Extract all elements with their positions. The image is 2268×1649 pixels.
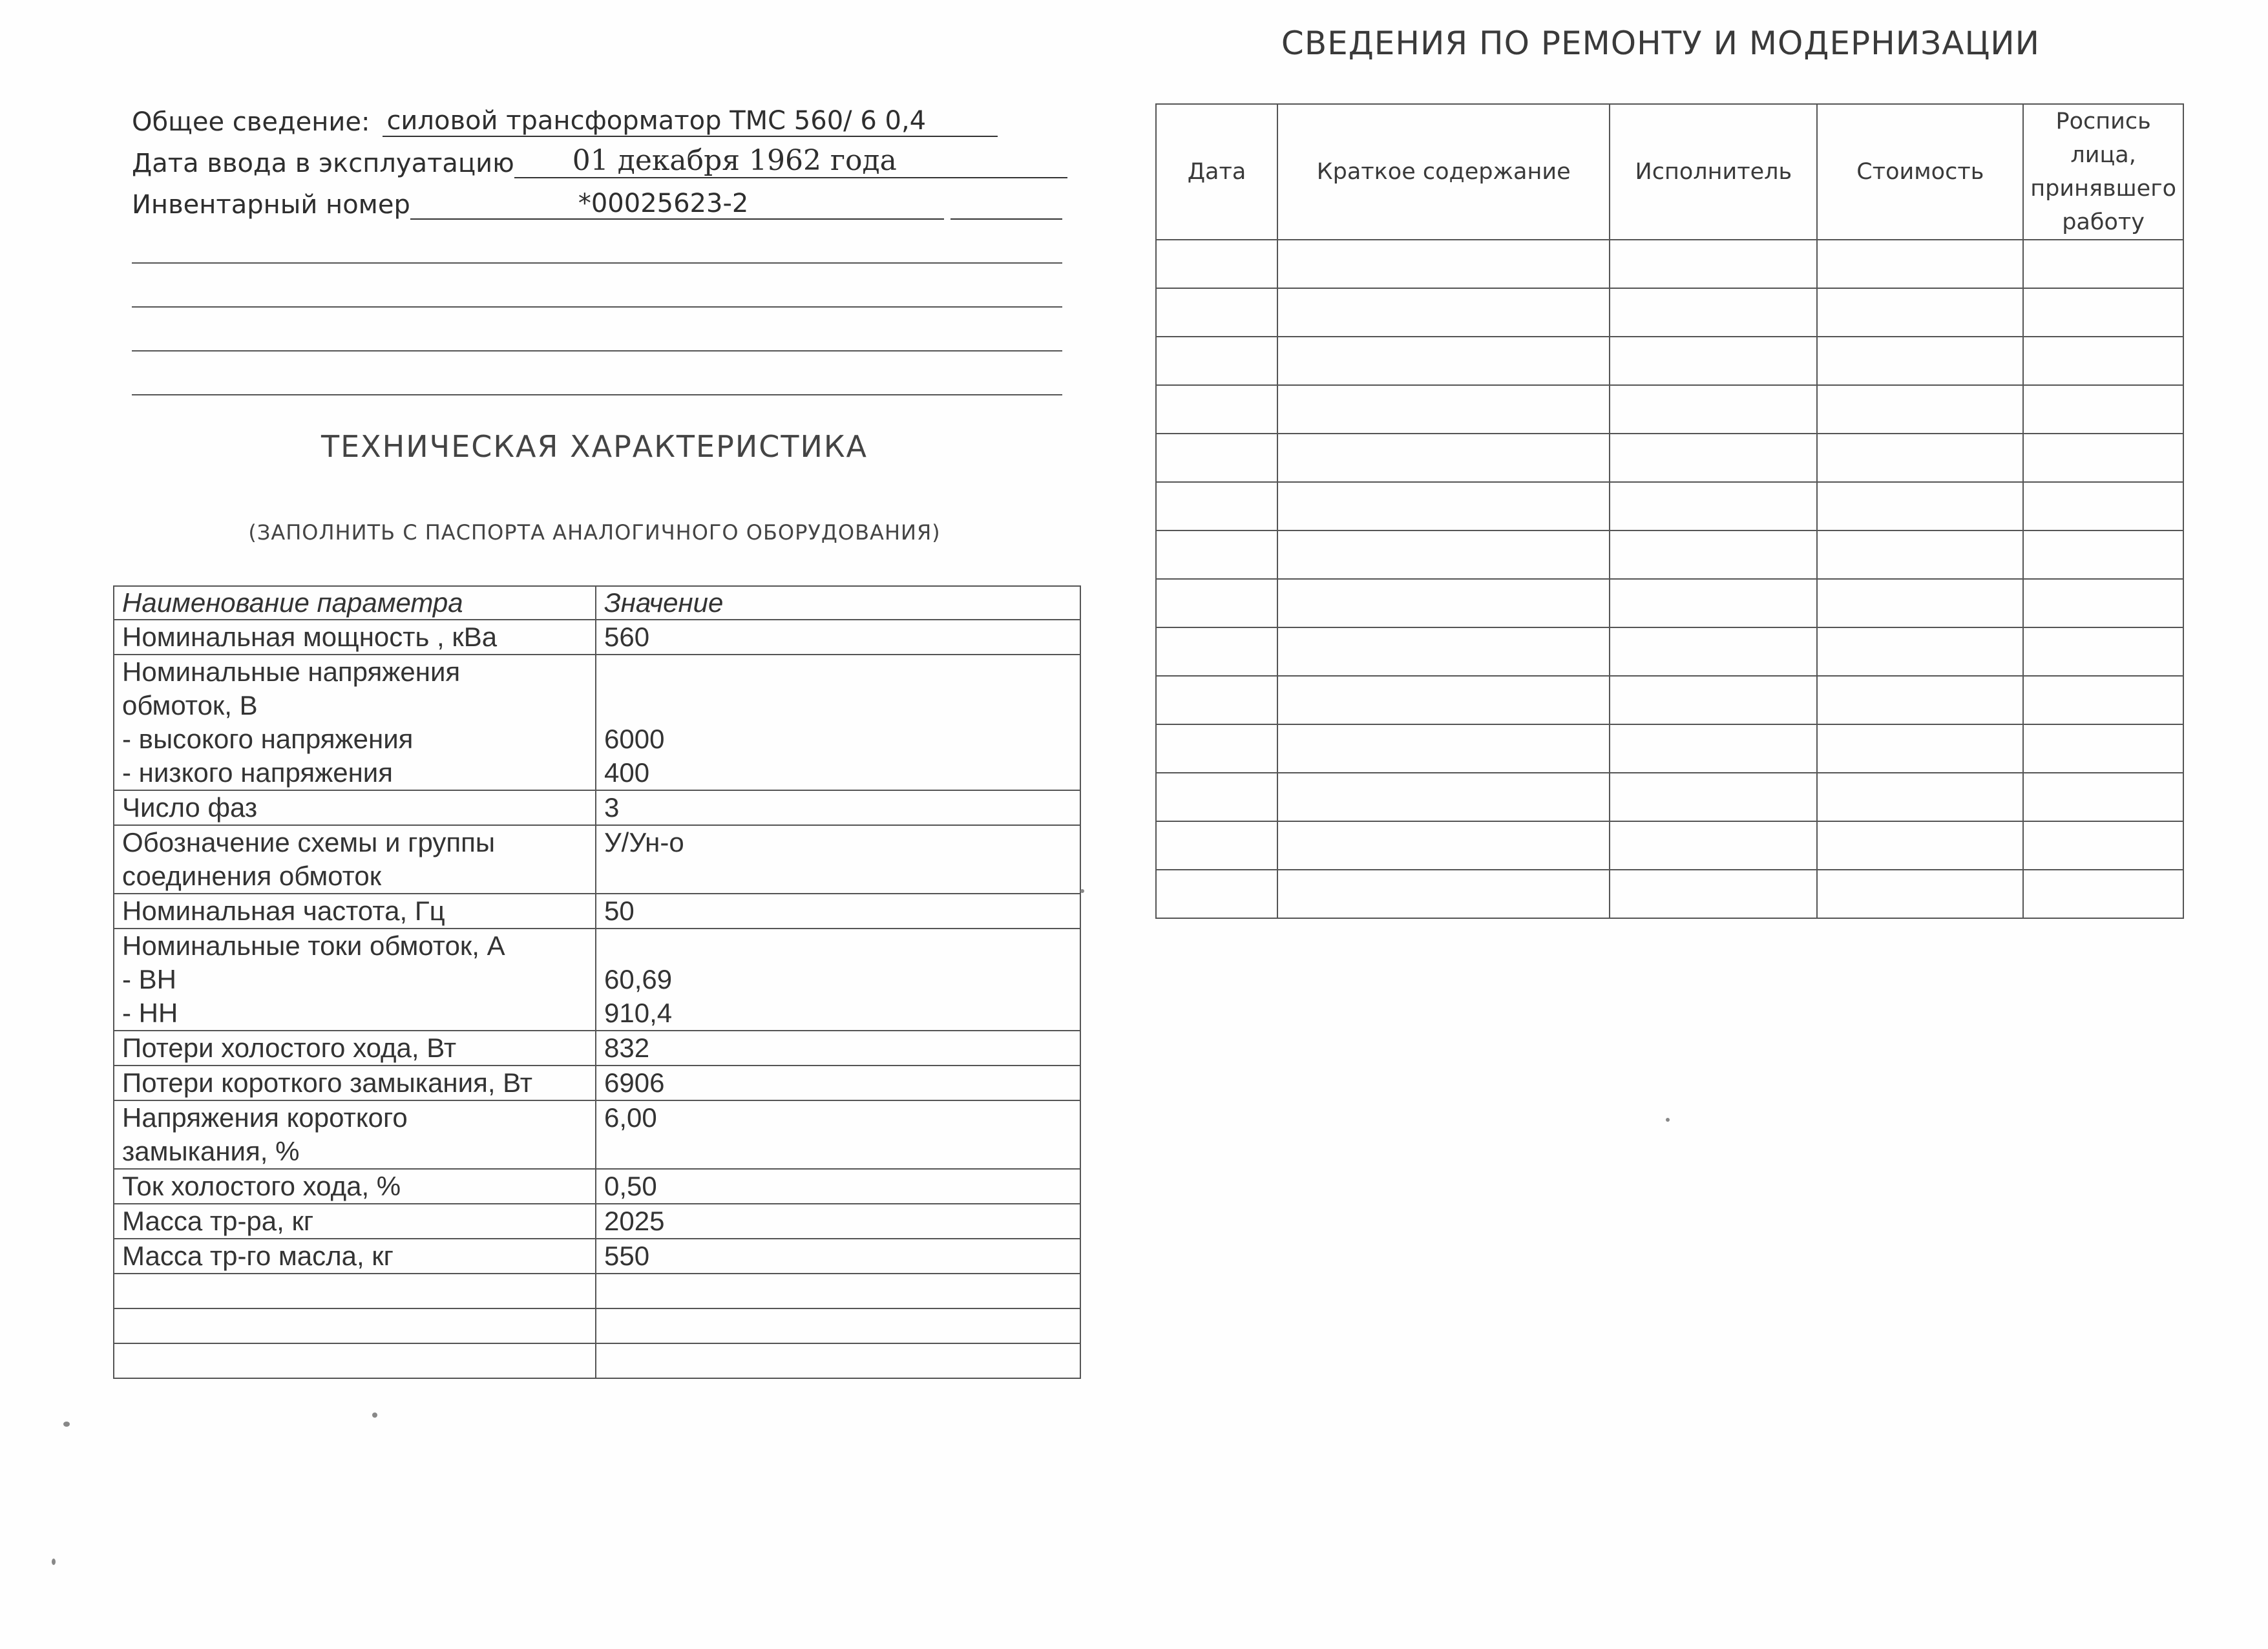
param-name-line: - НН bbox=[122, 998, 178, 1028]
param-name-line: - ВН bbox=[122, 964, 176, 994]
param-name-line: Масса тр-ра, кг bbox=[122, 1206, 314, 1236]
empty-cell[interactable] bbox=[114, 1308, 596, 1343]
table-row bbox=[114, 894, 1080, 929]
param-name bbox=[114, 790, 596, 825]
param-value-line bbox=[604, 929, 1072, 963]
repair-cell[interactable] bbox=[1277, 773, 1610, 821]
repair-cell[interactable] bbox=[1156, 627, 1277, 676]
repair-cell[interactable] bbox=[1817, 530, 2023, 579]
empty-row bbox=[114, 1274, 1080, 1308]
table-row bbox=[114, 1169, 1080, 1204]
table-row bbox=[114, 620, 1080, 655]
repair-cell[interactable] bbox=[1817, 627, 2023, 676]
table-row bbox=[114, 1204, 1080, 1239]
repair-cell[interactable] bbox=[1610, 482, 1817, 530]
table-row bbox=[114, 790, 1080, 825]
blank-line[interactable] bbox=[132, 264, 1062, 308]
repair-cell[interactable] bbox=[1817, 288, 2023, 337]
repair-cell[interactable] bbox=[2023, 870, 2183, 918]
param-value-line: 832 bbox=[604, 1033, 650, 1063]
blank-line[interactable] bbox=[132, 308, 1062, 352]
param-value[interactable] bbox=[596, 1066, 1080, 1100]
param-name bbox=[114, 1204, 596, 1239]
repair-title: СВЕДЕНИЯ ПО РЕМОНТУ И МОДЕРНИЗАЦИИ bbox=[1281, 25, 2041, 62]
param-name-line: замыкания, % bbox=[122, 1136, 300, 1166]
empty-cell[interactable] bbox=[596, 1308, 1080, 1343]
param-name bbox=[114, 620, 596, 655]
repair-cell[interactable] bbox=[1817, 870, 2023, 918]
general-value[interactable]: силовой трансформатор ТМС 560/ 6 0,4 bbox=[383, 106, 998, 137]
repair-cell[interactable] bbox=[2023, 482, 2183, 530]
repair-row bbox=[1156, 773, 2183, 821]
param-name-line: Номинальные напряжения bbox=[122, 656, 461, 687]
param-value[interactable] bbox=[596, 894, 1080, 929]
param-name bbox=[114, 1169, 596, 1204]
param-value[interactable] bbox=[596, 1031, 1080, 1066]
param-value-line: 2025 bbox=[604, 1206, 665, 1236]
repair-row bbox=[1156, 240, 2183, 288]
param-name bbox=[114, 929, 596, 1031]
param-name-line: Потери холостого хода, Вт bbox=[122, 1033, 457, 1063]
repair-cell[interactable] bbox=[1277, 579, 1610, 627]
repair-cell[interactable] bbox=[1156, 337, 1277, 385]
blank-line[interactable] bbox=[132, 220, 1062, 264]
repair-cell[interactable] bbox=[2023, 627, 2183, 676]
repair-cell[interactable] bbox=[1610, 288, 1817, 337]
repair-cell[interactable] bbox=[1156, 870, 1277, 918]
param-name bbox=[114, 1031, 596, 1066]
table-row bbox=[114, 1066, 1080, 1100]
param-name bbox=[114, 825, 596, 894]
param-value[interactable] bbox=[596, 655, 1080, 790]
repair-cell[interactable] bbox=[1277, 240, 1610, 288]
table-row bbox=[114, 929, 1080, 1031]
param-name-line: Номинальные токи обмоток, А bbox=[122, 930, 505, 961]
param-value-line: 6,00 bbox=[604, 1102, 657, 1133]
param-value[interactable] bbox=[596, 1100, 1080, 1169]
col-cost: Стоимость bbox=[1817, 104, 2023, 240]
date-label: Дата ввода в эксплуатацию bbox=[132, 149, 514, 178]
header-name: Наименование параметра bbox=[114, 586, 596, 620]
param-name-line: Напряжения короткого bbox=[122, 1102, 408, 1133]
repair-row bbox=[1156, 676, 2183, 724]
repair-cell[interactable] bbox=[1817, 385, 2023, 434]
param-name-line: соединения обмоток bbox=[122, 861, 382, 891]
blank-line[interactable] bbox=[132, 352, 1062, 395]
table-row bbox=[114, 655, 1080, 790]
repair-cell[interactable] bbox=[1277, 821, 1610, 870]
param-value-line bbox=[604, 859, 1072, 893]
table-row bbox=[114, 1031, 1080, 1066]
repair-row bbox=[1156, 579, 2183, 627]
table-row bbox=[114, 1239, 1080, 1274]
repair-row bbox=[1156, 434, 2183, 482]
repair-row bbox=[1156, 385, 2183, 434]
tech-title: ТЕХНИЧЕСКАЯ ХАРАКТЕРИСТИКА bbox=[320, 429, 868, 464]
repair-cell[interactable] bbox=[1817, 773, 2023, 821]
repair-row bbox=[1156, 870, 2183, 918]
repair-cell[interactable] bbox=[1610, 240, 1817, 288]
tech-subtitle: (ЗАПОЛНИТЬ С ПАСПОРТА АНАЛОГИЧНОГО ОБОРУДОВАНИЯ) bbox=[248, 520, 941, 545]
repair-cell[interactable] bbox=[1817, 821, 2023, 870]
repair-row bbox=[1156, 627, 2183, 676]
repair-cell[interactable] bbox=[1277, 870, 1610, 918]
repair-cell[interactable] bbox=[1610, 385, 1817, 434]
general-info bbox=[132, 96, 1062, 395]
param-value-line: 400 bbox=[604, 757, 650, 788]
repair-cell[interactable] bbox=[1817, 579, 2023, 627]
repair-row bbox=[1156, 337, 2183, 385]
repair-cell[interactable] bbox=[1610, 821, 1817, 870]
col-executor: Исполнитель bbox=[1610, 104, 1817, 240]
param-value-line: 910,4 bbox=[604, 998, 673, 1028]
header-value: Значение bbox=[596, 586, 1080, 620]
repair-cell[interactable] bbox=[1156, 482, 1277, 530]
param-value[interactable] bbox=[596, 1204, 1080, 1239]
param-name-line: - высокого напряжения bbox=[122, 724, 414, 754]
repair-row bbox=[1156, 530, 2183, 579]
general-line bbox=[132, 96, 1062, 137]
repair-cell[interactable] bbox=[2023, 240, 2183, 288]
parameters-table bbox=[113, 585, 1081, 1379]
repair-cell[interactable] bbox=[1156, 676, 1277, 724]
repair-cell[interactable] bbox=[2023, 724, 2183, 773]
repair-cell[interactable] bbox=[1817, 337, 2023, 385]
repair-cell[interactable] bbox=[1156, 288, 1277, 337]
repair-cell[interactable] bbox=[1277, 434, 1610, 482]
repair-cell[interactable] bbox=[1817, 482, 2023, 530]
param-value[interactable] bbox=[596, 1239, 1080, 1274]
repair-cell[interactable] bbox=[2023, 337, 2183, 385]
scan-speck bbox=[1666, 1118, 1670, 1122]
repair-cell[interactable] bbox=[2023, 579, 2183, 627]
param-name-line: Потери короткого замыкания, Вт bbox=[122, 1067, 533, 1098]
repair-cell[interactable] bbox=[2023, 385, 2183, 434]
param-name bbox=[114, 655, 596, 790]
repair-cell[interactable] bbox=[1610, 870, 1817, 918]
repair-cell[interactable] bbox=[1156, 434, 1277, 482]
repair-cell[interactable] bbox=[1610, 724, 1817, 773]
param-value-line bbox=[604, 689, 1072, 722]
repair-cell[interactable] bbox=[2023, 676, 2183, 724]
repair-row bbox=[1156, 288, 2183, 337]
repair-cell[interactable] bbox=[2023, 288, 2183, 337]
param-value[interactable] bbox=[596, 825, 1080, 894]
repair-cell[interactable] bbox=[1277, 337, 1610, 385]
param-name-line: Обозначение схемы и группы bbox=[122, 827, 496, 857]
date-line bbox=[132, 137, 1062, 178]
repair-cell[interactable] bbox=[1156, 773, 1277, 821]
repair-cell[interactable] bbox=[1610, 337, 1817, 385]
param-name bbox=[114, 1066, 596, 1100]
param-value-line: 560 bbox=[604, 622, 650, 652]
repair-cell[interactable] bbox=[2023, 530, 2183, 579]
empty-row bbox=[114, 1343, 1080, 1378]
param-value-line: 3 bbox=[604, 792, 620, 823]
repair-cell[interactable] bbox=[1277, 482, 1610, 530]
repair-cell[interactable] bbox=[1277, 676, 1610, 724]
param-value-line bbox=[604, 655, 1072, 689]
repair-cell[interactable] bbox=[2023, 434, 2183, 482]
repair-cell[interactable] bbox=[1277, 385, 1610, 434]
param-name-line: Масса тр-го масла, кг bbox=[122, 1241, 394, 1271]
param-value-line bbox=[604, 1135, 1072, 1168]
repair-cell[interactable] bbox=[1277, 530, 1610, 579]
inventory-line bbox=[132, 178, 1062, 220]
scan-speck bbox=[372, 1413, 377, 1418]
empty-cell[interactable] bbox=[114, 1274, 596, 1308]
table-header-row bbox=[114, 586, 1080, 620]
col-date: Дата bbox=[1156, 104, 1277, 240]
empty-cell[interactable] bbox=[596, 1343, 1080, 1378]
param-value[interactable] bbox=[596, 790, 1080, 825]
param-value-line: 0,50 bbox=[604, 1171, 657, 1201]
repair-cell[interactable] bbox=[1610, 530, 1817, 579]
param-name-line: обмоток, В bbox=[122, 690, 258, 720]
repair-row bbox=[1156, 724, 2183, 773]
param-value[interactable] bbox=[596, 929, 1080, 1031]
repair-cell[interactable] bbox=[1156, 240, 1277, 288]
empty-row bbox=[114, 1308, 1080, 1343]
param-value-line: 50 bbox=[604, 896, 635, 926]
col-summary: Краткое содержание bbox=[1277, 104, 1610, 240]
param-name-line: Число фаз bbox=[122, 792, 258, 823]
repair-cell[interactable] bbox=[1156, 530, 1277, 579]
param-value-line: 550 bbox=[604, 1241, 650, 1271]
repair-cell[interactable] bbox=[1610, 579, 1817, 627]
repair-cell[interactable] bbox=[1817, 676, 2023, 724]
repair-cell[interactable] bbox=[1817, 724, 2023, 773]
param-name-line: Номинальная мощность , кВа bbox=[122, 622, 498, 652]
repair-cell[interactable] bbox=[1610, 434, 1817, 482]
scan-speck bbox=[52, 1559, 56, 1565]
table-row bbox=[114, 1100, 1080, 1169]
repair-cell[interactable] bbox=[1156, 724, 1277, 773]
repair-cell[interactable] bbox=[2023, 773, 2183, 821]
repair-cell[interactable] bbox=[2023, 821, 2183, 870]
repair-cell[interactable] bbox=[1817, 240, 2023, 288]
param-value-line: 6000 bbox=[604, 724, 665, 754]
repair-cell[interactable] bbox=[1817, 434, 2023, 482]
repair-row bbox=[1156, 482, 2183, 530]
repair-cell[interactable] bbox=[1156, 821, 1277, 870]
scan-speck bbox=[1080, 889, 1084, 893]
param-name bbox=[114, 1100, 596, 1169]
repair-cell[interactable] bbox=[1610, 676, 1817, 724]
general-label: Общее сведение: bbox=[132, 107, 370, 137]
repair-cell[interactable] bbox=[1610, 773, 1817, 821]
param-name-line: - низкого напряжения bbox=[122, 757, 393, 788]
param-value[interactable] bbox=[596, 620, 1080, 655]
repair-cell[interactable] bbox=[1277, 627, 1610, 676]
param-name bbox=[114, 1239, 596, 1274]
inventory-value[interactable]: *00025623-2 bbox=[410, 189, 944, 220]
empty-cell[interactable] bbox=[114, 1343, 596, 1378]
param-value-line: У/Ун-о bbox=[604, 827, 684, 857]
inventory-label: Инвентарный номер bbox=[132, 190, 410, 220]
repair-cell[interactable] bbox=[1277, 724, 1610, 773]
repair-table bbox=[1155, 103, 2184, 919]
param-value-line: 60,69 bbox=[604, 964, 673, 994]
repair-cell[interactable] bbox=[1610, 627, 1817, 676]
col-signature: Роспись лица, принявшего работу bbox=[2023, 104, 2183, 240]
repair-cell[interactable] bbox=[1156, 579, 1277, 627]
param-name bbox=[114, 894, 596, 929]
param-value[interactable] bbox=[596, 1169, 1080, 1204]
repair-cell[interactable] bbox=[1277, 288, 1610, 337]
empty-cell[interactable] bbox=[596, 1274, 1080, 1308]
param-name-line: Номинальная частота, Гц bbox=[122, 896, 445, 926]
param-name-line: Ток холостого хода, % bbox=[122, 1171, 401, 1201]
table-row bbox=[114, 825, 1080, 894]
repair-row bbox=[1156, 821, 2183, 870]
scan-speck bbox=[63, 1422, 70, 1427]
date-value[interactable]: 01 декабря 1962 года bbox=[514, 144, 1067, 178]
param-value-line: 6906 bbox=[604, 1067, 665, 1098]
repair-cell[interactable] bbox=[1156, 385, 1277, 434]
